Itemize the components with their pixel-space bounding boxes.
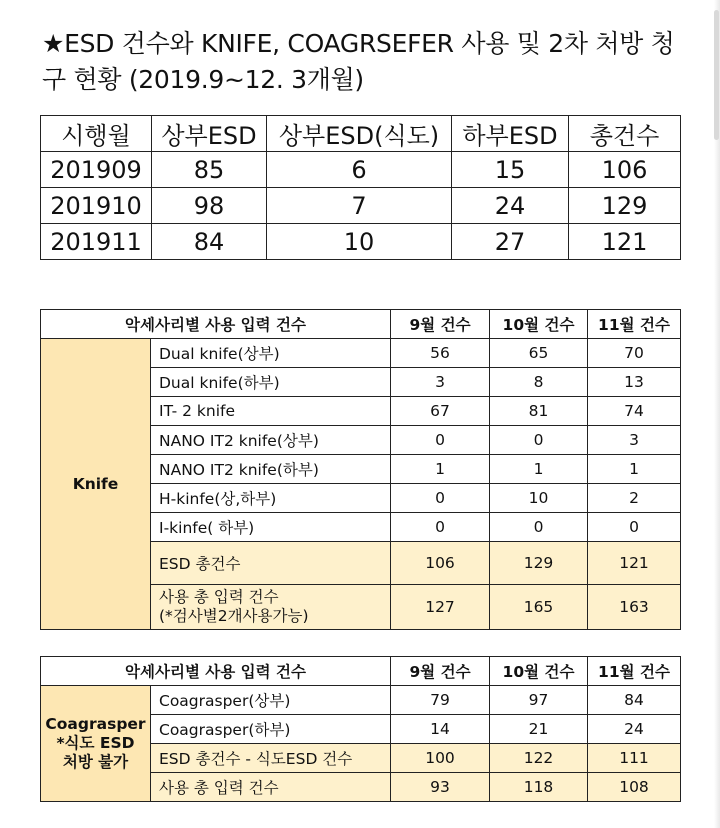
scrollbar-thumb[interactable] xyxy=(714,10,719,140)
table-cell: 121 xyxy=(588,542,681,585)
table-cell: 127 xyxy=(391,585,490,630)
table-cell: 7 xyxy=(267,188,452,224)
table-header-row xyxy=(41,657,681,686)
item-name-cell: Dual knife(상부) xyxy=(151,339,391,368)
table-cell: 2 xyxy=(588,484,681,513)
table-cell: 106 xyxy=(569,152,681,188)
table-cell: 0 xyxy=(490,513,588,542)
header-cell: 악세사리별 사용 입력 건수 xyxy=(41,657,391,686)
table-cell: 15 xyxy=(452,152,569,188)
table-cell: 24 xyxy=(452,188,569,224)
item-name-cell: Coagrasper(상부) xyxy=(151,686,391,715)
item-name-cell: 사용 총 입력 건수 xyxy=(151,773,391,802)
header-cell: 11월 건수 xyxy=(588,657,681,686)
knife-accessory-table xyxy=(40,309,681,630)
table-cell: 3 xyxy=(391,368,490,397)
header-cell: 총건수 xyxy=(569,116,681,152)
table-cell: 201909 xyxy=(41,152,152,188)
table-cell: 8 xyxy=(490,368,588,397)
table-header-row xyxy=(41,310,681,339)
item-name-cell: H-kinfe(상,하부) xyxy=(151,484,391,513)
table-cell: 67 xyxy=(391,397,490,426)
table-cell: 111 xyxy=(588,744,681,773)
header-cell: 하부ESD xyxy=(452,116,569,152)
header-cell: 상부ESD(식도) xyxy=(267,116,452,152)
page-title: ★ESD 건수와 KNIFE, COAGRSEFER 사용 및 2차 처방 청구 현황 (2019.9~12. 3개월) xyxy=(42,29,675,94)
table-cell: 0 xyxy=(490,426,588,455)
table-cell: 122 xyxy=(490,744,588,773)
table-cell: 24 xyxy=(588,715,681,744)
table-cell: 0 xyxy=(391,484,490,513)
table-cell: 0 xyxy=(588,513,681,542)
table-cell: 74 xyxy=(588,397,681,426)
table-cell: 129 xyxy=(490,542,588,585)
table-cell: 165 xyxy=(490,585,588,630)
item-name-cell: 사용 총 입력 건수 (*검사별2개사용가능) xyxy=(151,585,391,630)
table-cell: 163 xyxy=(588,585,681,630)
table-cell: 121 xyxy=(569,224,681,260)
table-cell: 70 xyxy=(588,339,681,368)
table-row xyxy=(41,152,681,188)
header-cell: 악세사리별 사용 입력 건수 xyxy=(41,310,391,339)
coagrasper-accessory-table xyxy=(40,656,681,802)
table-cell: 65 xyxy=(490,339,588,368)
item-name-cell: NANO IT2 knife(하부) xyxy=(151,455,391,484)
table-cell: 84 xyxy=(152,224,267,260)
table-cell: 79 xyxy=(391,686,490,715)
table-cell: 1 xyxy=(391,455,490,484)
item-name-cell: ESD 총건수 - 식도ESD 건수 xyxy=(151,744,391,773)
table-cell: 27 xyxy=(452,224,569,260)
table-cell: 129 xyxy=(569,188,681,224)
table-cell: 6 xyxy=(267,152,452,188)
table-cell: 3 xyxy=(588,426,681,455)
table-cell: 14 xyxy=(391,715,490,744)
table-cell: 118 xyxy=(490,773,588,802)
table-cell: 1 xyxy=(588,455,681,484)
table-cell: 93 xyxy=(391,773,490,802)
group-label-cell: Coagrasper *식도 ESD 처방 불가 xyxy=(41,686,151,802)
item-name-cell: Dual knife(하부) xyxy=(151,368,391,397)
table-cell: 13 xyxy=(588,368,681,397)
header-cell: 상부ESD xyxy=(152,116,267,152)
item-name-cell: ESD 총건수 xyxy=(151,542,391,585)
item-name-cell: IT- 2 knife xyxy=(151,397,391,426)
item-name-cell: NANO IT2 knife(상부) xyxy=(151,426,391,455)
esd-summary-table xyxy=(40,115,681,260)
table-cell: 201911 xyxy=(41,224,152,260)
table-cell: 106 xyxy=(391,542,490,585)
table-cell: 0 xyxy=(391,426,490,455)
table-cell: 98 xyxy=(152,188,267,224)
table-row xyxy=(41,686,681,715)
header-cell: 시행월 xyxy=(41,116,152,152)
header-cell: 10월 건수 xyxy=(490,310,588,339)
table-cell: 21 xyxy=(490,715,588,744)
table-cell: 201910 xyxy=(41,188,152,224)
table-row xyxy=(41,188,681,224)
table-cell: 100 xyxy=(391,744,490,773)
table-cell: 108 xyxy=(588,773,681,802)
header-cell: 9월 건수 xyxy=(391,657,490,686)
table-cell: 97 xyxy=(490,686,588,715)
table-header-row xyxy=(41,116,681,152)
table-cell: 85 xyxy=(152,152,267,188)
table-cell: 56 xyxy=(391,339,490,368)
table-cell: 84 xyxy=(588,686,681,715)
item-name-cell: I-kinfe( 하부) xyxy=(151,513,391,542)
header-cell: 10월 건수 xyxy=(490,657,588,686)
header-cell: 9월 건수 xyxy=(391,310,490,339)
table-cell: 1 xyxy=(490,455,588,484)
group-label-cell: Knife xyxy=(41,339,151,630)
table-cell: 81 xyxy=(490,397,588,426)
table-cell: 0 xyxy=(391,513,490,542)
table-row xyxy=(41,224,681,260)
header-cell: 11월 건수 xyxy=(588,310,681,339)
table-row xyxy=(41,339,681,368)
item-name-cell: Coagrasper(하부) xyxy=(151,715,391,744)
table-cell: 10 xyxy=(490,484,588,513)
table-cell: 10 xyxy=(267,224,452,260)
